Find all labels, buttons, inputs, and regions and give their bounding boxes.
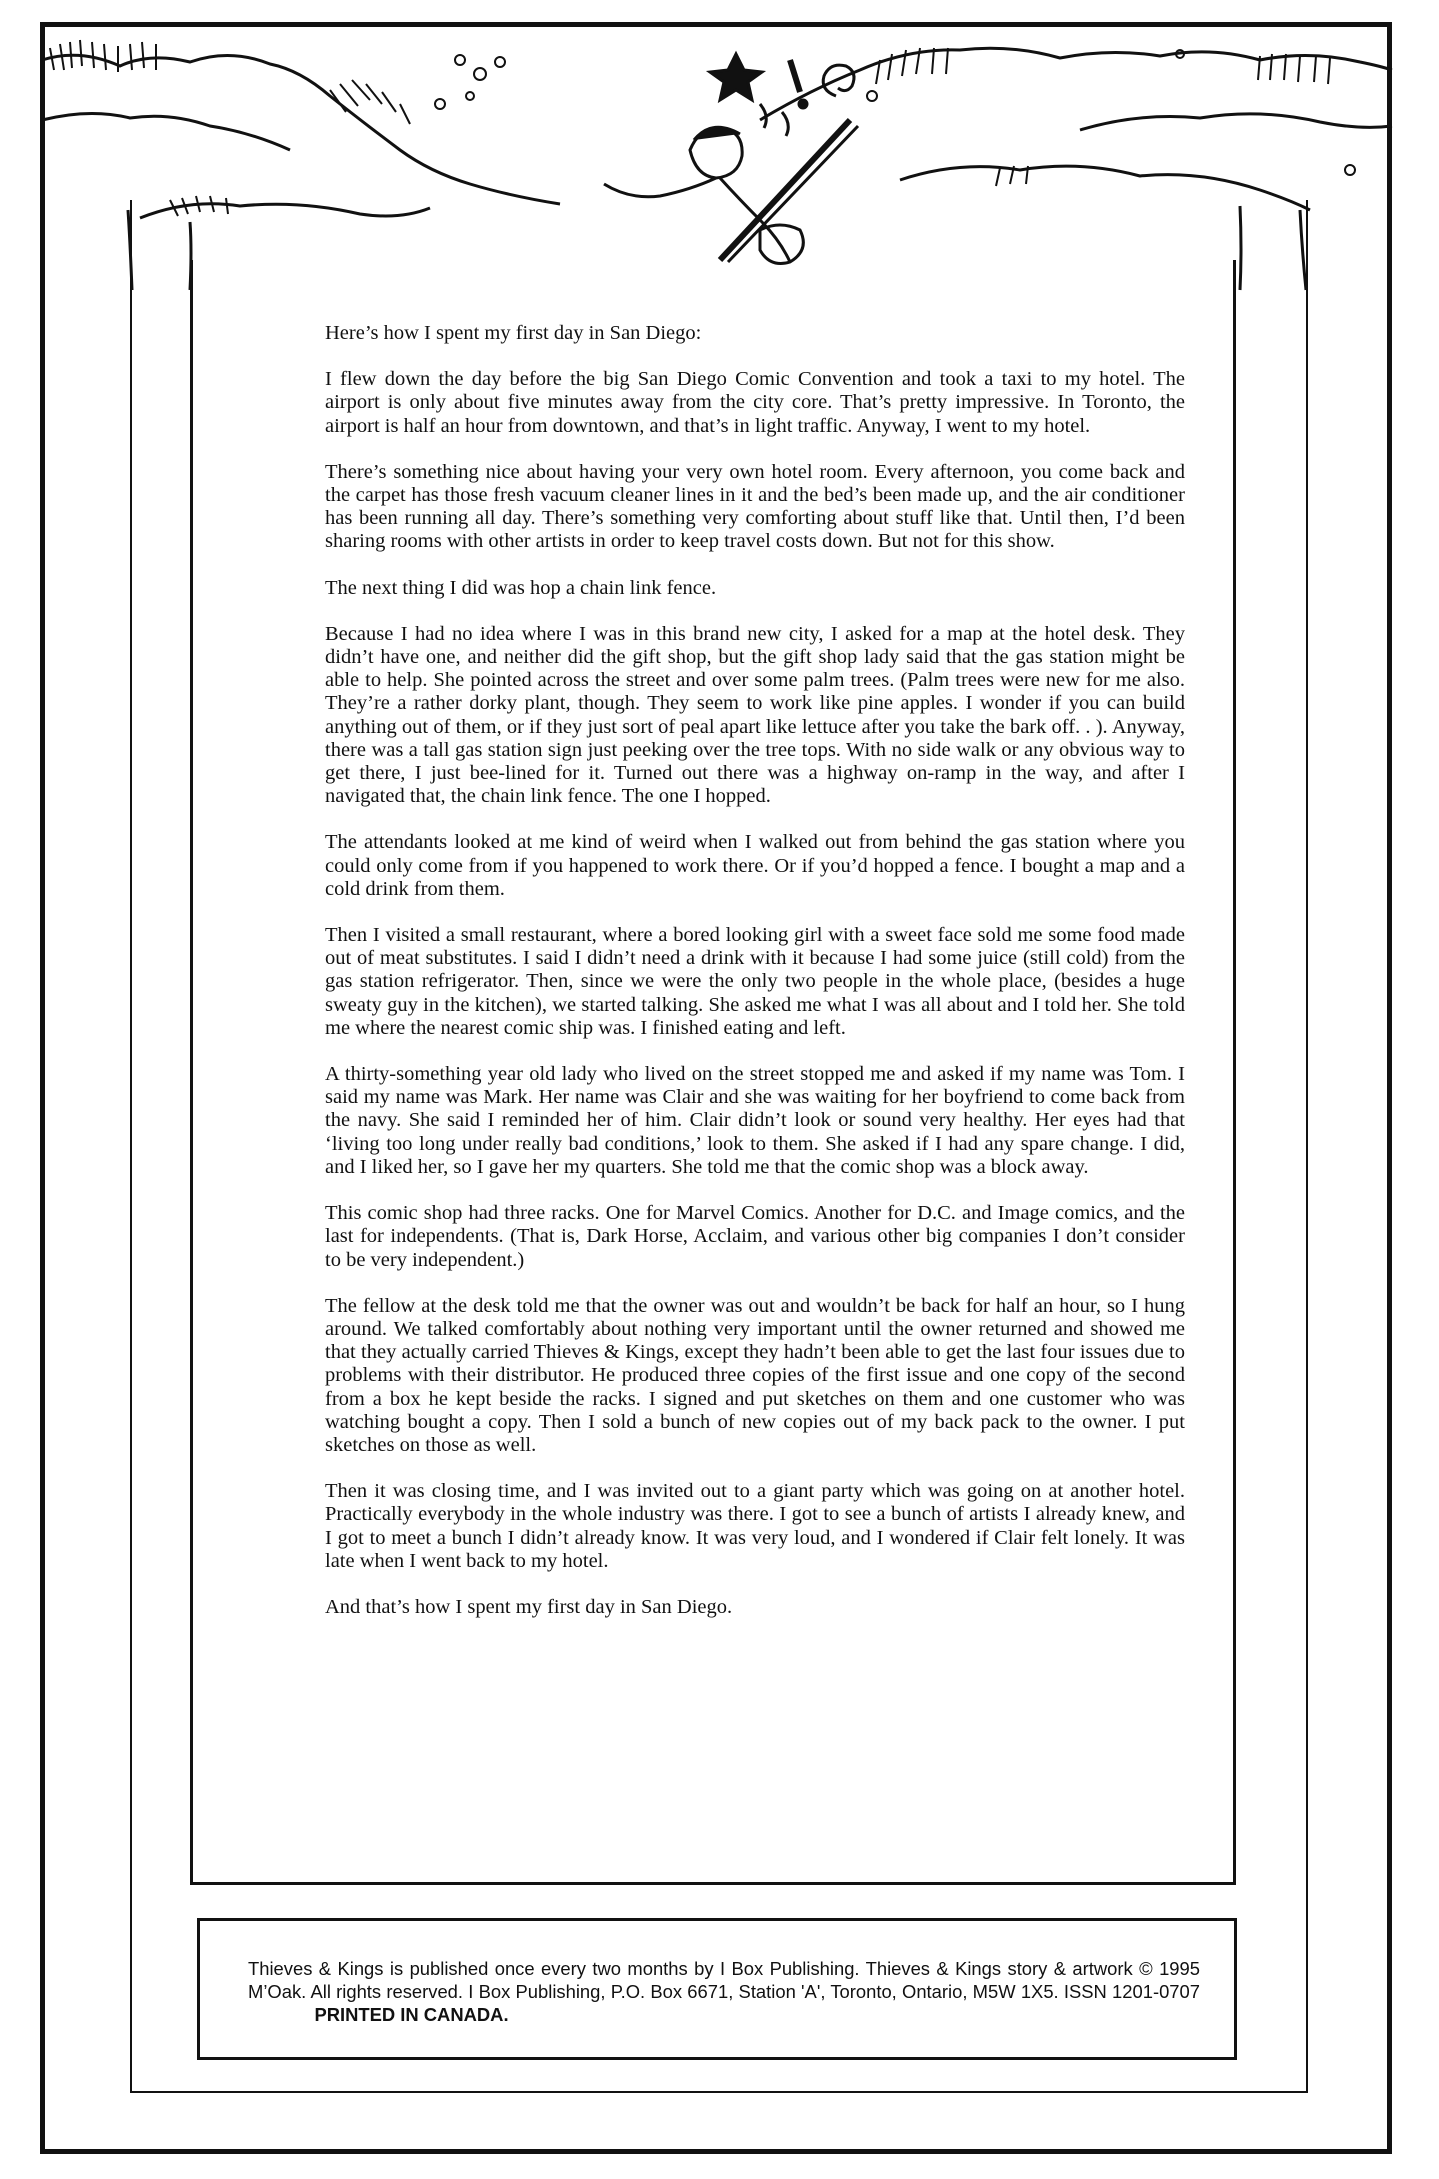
article-paragraph: The next thing I did was hop a chain link fence.	[325, 576, 717, 599]
article-paragraph: Here’s how I spent my first day in San Diego:	[325, 322, 702, 344]
header-illustration	[0, 0, 1439, 300]
bubbles	[435, 50, 1355, 175]
exclamation-icon	[790, 60, 800, 92]
article-paragraph: Then it was closing time, and I was invited out to a giant party which was going on at another hotel. Practically everybody in the whole industry was there. I got to see a bunch of artists I already knew, and I got to meet a bunch I didn’t already know. It was very loud, and I wondered if Clair felt lonely. It was late when I went back to my hotel.	[325, 1480, 1185, 1572]
article-paragraph: And that’s how I spent my first day in San Diego.	[325, 1595, 733, 1618]
article-paragraph: There’s something nice about having your very own hotel room. Every afternoon, you come back and the carpet has those fresh vacuum cleaner lines in it and the bed’s been made up, and the air conditioner has been running all day. There’s something very comforting about stuff like that. Until then, I’d been sharing rooms with other artists in order to keep travel costs down. But not for this show.	[325, 460, 1185, 553]
left-tree	[42, 55, 560, 290]
credits-box	[197, 1918, 1237, 2060]
article-paragraph: Because I had no idea where I was in this brand new city, I asked for a map at the hotel desk. They didn’t have one, and neither did the gift shop, but the gift shop lady said that the gas station might be able to help. She pointed across the street and over some palm trees. (Palm trees were new for me also. They’re a rather dorky plant, though. They seem to work like pine apples. I wonder if you can build anything out of them, or if they just sort of peal apart like lettuce after you take the bark off. . ). Anyway, there was a tall gas station sign just peeking over the tree tops. With no side walk or any obvious way to get there, I just bee-lined for it. Turned out there was a highway on-ramp in the way, and after I navigated that, the chain link fence. The one I hopped.	[325, 622, 1185, 808]
article-paragraph: The attendants looked at me kind of weird when I walked out from behind the gas station where you could only come from if you happened to work there. Or if you’d hopped a fence. I bought a map and a cold drink from them.	[325, 831, 1185, 900]
right-foliage-shading	[876, 48, 1330, 186]
article-paragraph: The fellow at the desk told me that the owner was out and wouldn’t be back for half an hour, so I hung around. We talked comfortably about nothing very important until the owner returned and showed me that they actually carried Thieves & Kings, except they hadn’t been able to get the last four issues due to problems with their distributor. He produced three copies of the first issue and one copy of the second from a box he kept beside the racks. I signed and put sketches on them and one customer who was watching bought a copy. Then I sold a bunch of new copies out of my back pack to the owner. I put sketches on those as well.	[325, 1294, 1185, 1456]
article-box	[190, 260, 1236, 1885]
article-paragraph: Then I visited a small restaurant, where a bored looking girl with a sweet face sold me some food made out of meat substitutes. I said I didn’t need a drink with it because I had some juice (still cold) from the gas station refrigerator. Then, since we were the only two people in the whole place, (besides a huge sweaty guy in the kitchen), we started talking. She asked me what I was all about and I told her. She told me where the nearest comic ship was. I finished eating and left.	[325, 924, 1185, 1039]
left-foliage-shading	[50, 40, 410, 216]
surprise-symbols	[710, 54, 854, 136]
artist-figure-icon	[604, 120, 858, 264]
credits-text: Thieves & Kings is published once every two months by I Box Publishing. Thieves & Kings story & artwork © 1995 M’Oak. All rights reserved. I Box Publishing, P.O. Box 6671, Station 'A', Toronto, Ontario, M5W 1X5. ISSN 1201-0707	[248, 1958, 1200, 2002]
article-paragraph: A thirty-something year old lady who lived on the street stopped me and asked if my name was Tom. I said my name was Mark. Her name was Clair and she was waiting for her boyfriend to come back from the navy. She said I reminded her of him. Clair didn’t look or sound very healthy. Her eyes had that ‘living too long under really bad conditions,’ look to them. She asked if I had any spare change. I did, and I liked her, so I gave her my quarters. She told me that the comic shop was a block away.	[325, 1063, 1185, 1178]
printed-in-canada: PRINTED IN CANADA.	[314, 2004, 509, 2025]
right-tree	[760, 48, 1392, 290]
star-icon	[710, 54, 762, 100]
article-paragraph: This comic shop had three racks. One for Marvel Comics. Another for D.C. and Image comics, and the last for independents. (That is, Dark Horse, Acclaim, and various other big companies I don’t consider to be very independent.)	[325, 1202, 1185, 1271]
article-paragraph: I flew down the day before the big San Diego Comic Convention and took a taxi to my hotel. The airport is only about five minutes away from the city core. That’s pretty impressive. In Toronto, the airport is half an hour from downtown, and that’s in light traffic. Anyway, I went to my hotel.	[325, 368, 1185, 437]
